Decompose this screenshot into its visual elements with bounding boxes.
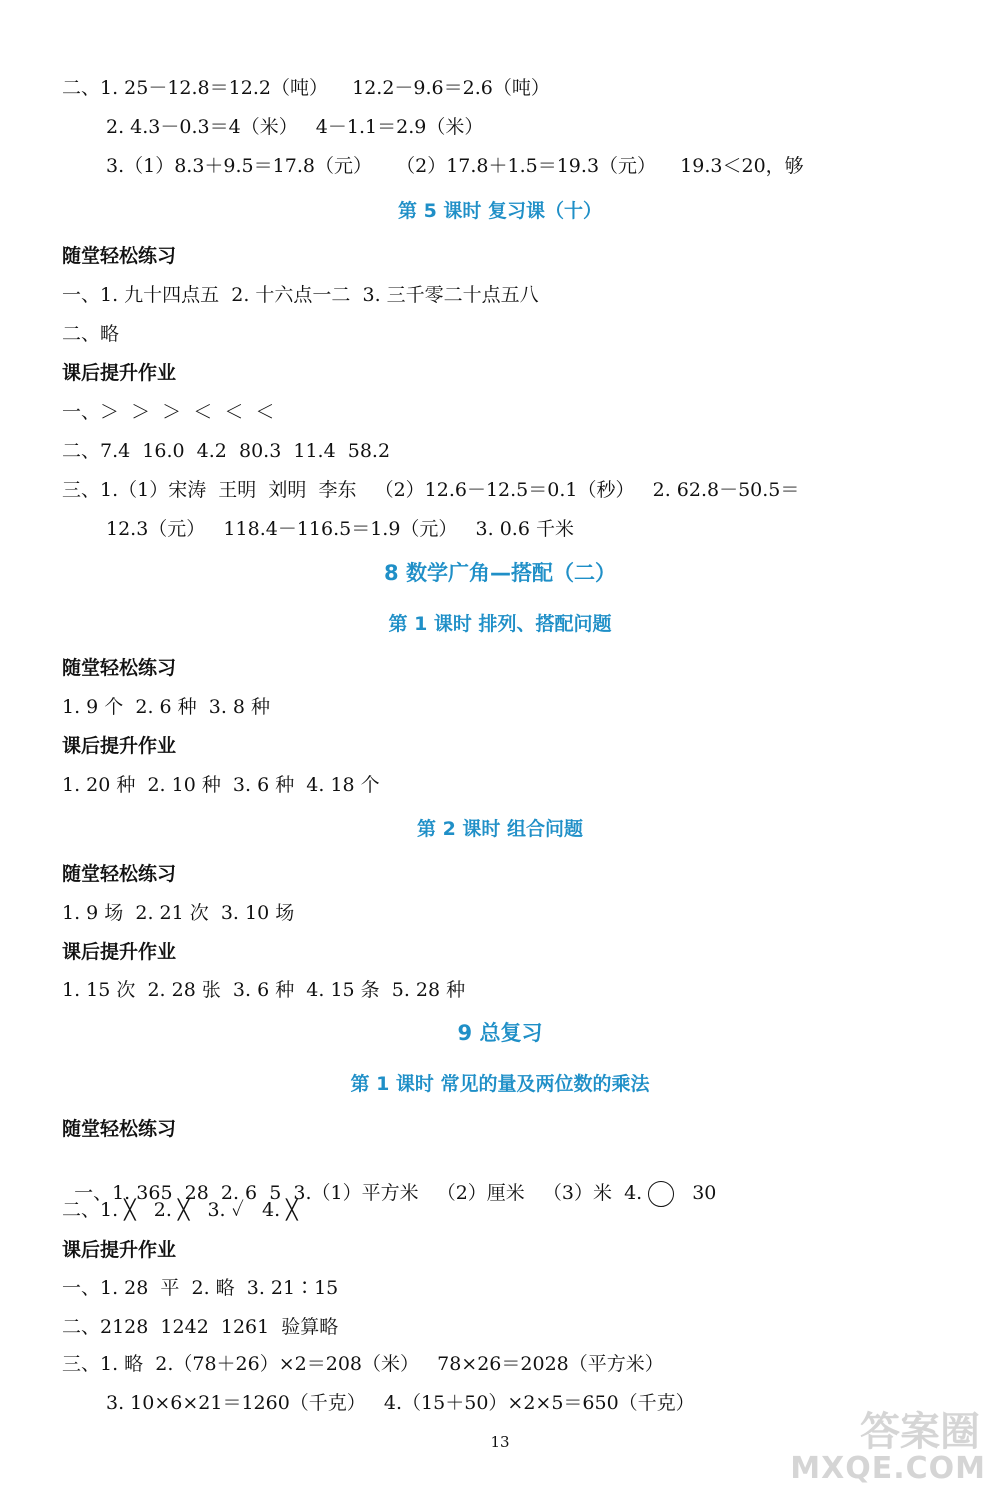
watermark-logo-text: 答案圈 [860,1409,980,1455]
subsection-label: 随堂轻松练习 [62,245,177,267]
line-5: 二、略 [62,323,120,345]
line-17: 二、2128 1242 1261 验算略 [62,1316,339,1338]
line-6: 一、＞ ＞ ＞ ＜ ＜ ＜ [62,401,275,423]
circle-icon [648,1181,674,1207]
subsection-label: 随堂轻松练习 [62,657,177,679]
watermark-site: MXQE.COM [790,1451,986,1486]
section-heading: 第 5 课时 复习课（十） [397,200,603,222]
chapter-heading: 9 总复习 [457,1021,543,1045]
line-8: 三、1.（1）宋涛 王明 刘明 李东 （2）12.6－12.5＝0.1（秒） 2. 62.8－50.5＝ [62,479,800,501]
line-1: 二、1. 25－12.8＝12.2（吨） 12.2－9.6＝2.6（吨） [62,77,550,99]
line-13: 1. 15 次 2. 28 张 3. 6 种 4. 15 条 5. 28 种 [62,979,466,1001]
watermark-logo [790,1400,986,1486]
line-2: 2. 4.3－0.3＝4（米） 4－1.1＝2.9（米） [106,116,484,138]
subsection-label: 随堂轻松练习 [62,863,177,885]
line-3: 3.（1）8.3＋9.5＝17.8（元） （2）17.8＋1.5＝19.3（元） 19.3＜20，够 [106,155,804,177]
line-12: 1. 9 场 2. 21 次 3. 10 场 [62,902,295,924]
section-heading: 第 2 课时 组合问题 [416,818,584,840]
subsection-label: 课后提升作业 [62,1239,177,1261]
line-15: 二、1. ╳ 2. ╳ 3. ✓ 4. ╳ [62,1199,298,1221]
subsection-label: 课后提升作业 [62,941,177,963]
chapter-heading: 8 数学广角—搭配（二） [384,561,616,585]
line-9: 12.3（元） 118.4－116.5＝1.9（元） 3. 0.6 千米 [106,518,574,540]
subsection-label: 课后提升作业 [62,735,177,757]
line-4: 一、1. 九十四点五 2. 十六点一二 3. 三千零二十点五八 [62,284,539,306]
section-heading: 第 1 课时 常见的量及两位数的乘法 [350,1073,650,1095]
line-18: 三、1. 略 2.（78＋26）×2＝208（米） 78×26＝2028（平方米） [62,1353,664,1375]
line-7: 二、7.4 16.0 4.2 80.3 11.4 58.2 [62,440,391,462]
line-19: 3. 10×6×21＝1260（千克） 4.（15＋50）×2×5＝650（千克） [106,1392,695,1414]
line-11: 1. 20 种 2. 10 种 3. 6 种 4. 18 个 [62,774,380,796]
subsection-label: 课后提升作业 [62,362,177,384]
line-16: 一、1. 28 平 2. 略 3. 21∶15 [62,1277,339,1299]
line-10: 1. 9 个 2. 6 种 3. 8 种 [62,696,271,718]
subsection-label: 随堂轻松练习 [62,1118,177,1140]
line-14-value: 30 [692,1182,717,1204]
section-heading: 第 1 课时 排列、搭配问题 [388,613,612,635]
page-number: 13 [490,1433,510,1451]
line-14-text: 一、1. 365 28 2. 6 5 3.（1）平方米 （2）厘米 （3）米 4. [74,1182,643,1204]
